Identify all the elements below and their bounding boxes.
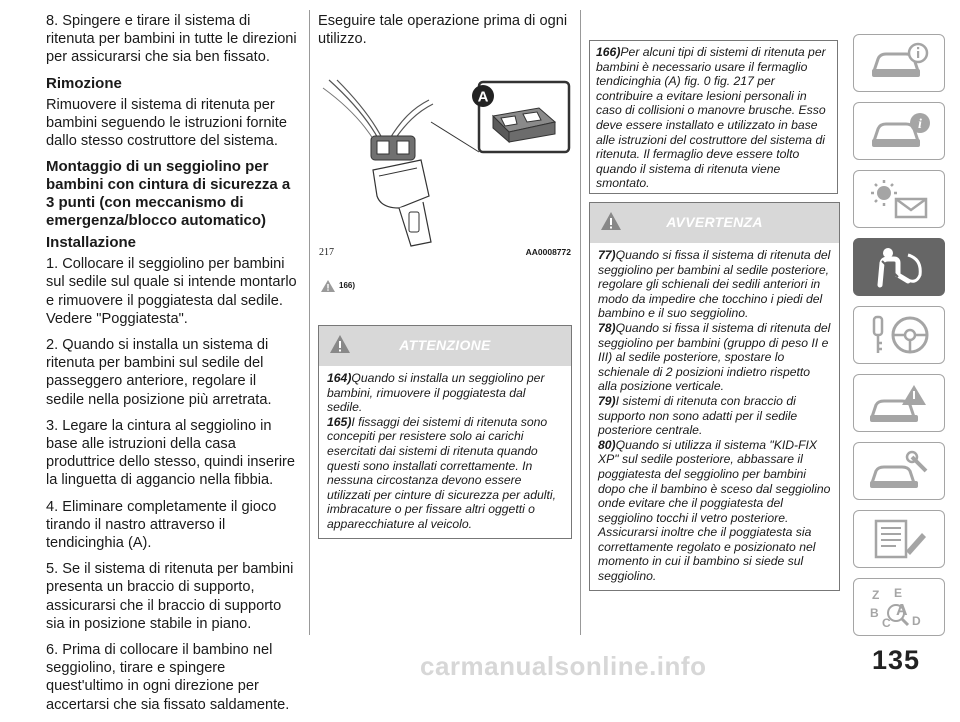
note-item bbox=[598, 248, 831, 321]
note-text: I sistemi di ritenuta con braccio di supporto non sono adatti per il sedile posteriore centrale. bbox=[598, 393, 798, 438]
svg-text:B: B bbox=[870, 606, 879, 620]
note-number: 164) bbox=[327, 371, 352, 385]
note-item bbox=[327, 371, 563, 415]
note-number: 80) bbox=[598, 437, 616, 452]
note-number: 166) bbox=[596, 45, 621, 59]
figure-caption bbox=[319, 247, 571, 258]
warning-small-icon bbox=[321, 280, 335, 292]
note-item bbox=[327, 415, 563, 532]
note-166-box bbox=[589, 40, 838, 194]
key-steering-icon bbox=[868, 313, 932, 357]
attenzione-box bbox=[318, 325, 572, 539]
chapter-tab-index[interactable] bbox=[853, 578, 945, 636]
watermark: carmanualsonline.info bbox=[420, 651, 707, 681]
chapter-tab-instruments[interactable] bbox=[853, 102, 945, 160]
chapter-tab-lights[interactable] bbox=[853, 170, 945, 228]
left-column bbox=[46, 12, 298, 722]
car-warning-icon bbox=[868, 381, 932, 425]
step-5: 5. Se il sistema di ritenuta per bambini presenta un braccio di supporto, assicurarsi che il braccio di supporto sia in posizione stabile in piano. bbox=[46, 561, 294, 632]
avvertenza-title: AVVERTENZA bbox=[666, 214, 763, 230]
figure-number: 217 bbox=[319, 247, 334, 258]
attenzione-title: ATTENZIONE bbox=[399, 337, 491, 353]
step-4: 4. Eliminare completamente il gioco tirando il nastro attraverso il tendicinghia (A). bbox=[46, 498, 277, 552]
page-number: 135 bbox=[872, 645, 921, 675]
column-divider bbox=[580, 10, 581, 635]
figure-code: AA0008772 bbox=[525, 247, 571, 257]
car-info-icon bbox=[868, 41, 932, 85]
reference-note-text: 166) bbox=[339, 281, 356, 291]
intro-text: Eseguire tale operazione prima di ogni utilizzo. bbox=[318, 13, 568, 48]
svg-text:Z: Z bbox=[872, 588, 880, 602]
chapter-tab-emergency[interactable] bbox=[853, 374, 945, 432]
middle-column bbox=[318, 12, 572, 48]
avvertenza-body bbox=[590, 243, 839, 590]
svg-text:E: E bbox=[894, 586, 903, 600]
svg-text:A: A bbox=[896, 602, 908, 619]
note-text: Quando si fissa il sistema di ritenuta del seggiolino per bambini (gruppo di peso II e III) al sedile posteriore, spostare lo schienale di 2 posizioni indietro rispetto alla posizione verticale. bbox=[598, 320, 831, 394]
figure-belt-clip bbox=[319, 78, 571, 260]
note-item bbox=[598, 394, 831, 438]
seatbelt-airbag-icon bbox=[868, 245, 932, 289]
rimozione-text: Rimuovere il sistema di ritenuta per bambini seguendo le istruzioni fornite dallo stesso costruttore del sistema. bbox=[46, 96, 287, 150]
chapter-tab-safety[interactable] bbox=[853, 238, 945, 296]
avvertenza-header bbox=[590, 203, 839, 243]
belt-clip-illustration bbox=[319, 78, 571, 260]
index-abc-icon bbox=[868, 585, 932, 629]
heading-rimozione: Rimozione bbox=[46, 74, 122, 92]
heading-montaggio: Montaggio di un seggiolino per bambini con cintura di sicurezza a 3 punti (con meccanismo di emergenza/blocco automatico) bbox=[46, 158, 291, 230]
note-item bbox=[598, 321, 831, 394]
note-text: I fissaggi dei sistemi di ritenuta sono concepiti per resistere solo ai carichi esercitati dai sistemi di ritenuta quando questi sono installati correttamente. In nessuna circostanza devono essere utilizzati per cinture di sicurezza per adulti, imbracature o per fissare altri oggetti o apparecchiature al veicolo. bbox=[327, 414, 556, 531]
note-number: 79) bbox=[598, 393, 616, 408]
note-text: Per alcuni tipi di sistemi di ritenuta per bambini è necessario usare il fermaglio tendicinghia (A) fig. 0 fig. 217 per contribuire a evitare lesioni personali in caso di collisioni o manovre brusche. Esso deve essere installato e utilizzato in base alle istruzioni del costruttore del sistema di ritenuta. Il fermaglio deve essere tolto quando il sistema di ritenuta viene smontato. bbox=[596, 45, 826, 191]
note-text: Quando si fissa il sistema di ritenuta del seggiolino per bambini al sedile posteriore, regolare gli schienali dei sedili anteriori in modo da impedire che tocchino i piedi del bambino e il suo seggiolino. bbox=[598, 248, 831, 321]
attenzione-header bbox=[319, 326, 571, 366]
car-wrench-icon bbox=[868, 449, 932, 493]
svg-text:C: C bbox=[882, 616, 891, 629]
step-1: 1. Collocare il seggiolino per bambini sul sedile sul quale si intende montarlo e rimuovere il poggiatesta dal sedile. Vedere "Poggiatesta". bbox=[46, 256, 297, 327]
step-2: 2. Quando si installa un sistema di ritenuta per bambini sul sedile del passeggero anteriore, regolare il sedile nella posizione più arretrata. bbox=[46, 337, 272, 408]
data-list-icon bbox=[868, 517, 932, 561]
step-3: 3. Legare la cintura al seggiolino in base alle istruzioni della casa produttrice dello stesso, quindi inserire la linguetta di aggancio nella fibbia. bbox=[46, 417, 296, 489]
step-6: 6. Prima di collocare il bambino nel seggiolino, tirare e spingere quest'ultimo in ogni direzione per accertarsi che sia fissato saldamente. bbox=[46, 642, 290, 713]
note-item bbox=[598, 438, 831, 584]
chapter-tab-technical-data[interactable] bbox=[853, 510, 945, 568]
note-number: 78) bbox=[598, 320, 616, 335]
reference-note bbox=[321, 280, 355, 292]
chapter-tab-car-info[interactable] bbox=[853, 34, 945, 92]
svg-text:i: i bbox=[918, 117, 922, 132]
column-divider bbox=[309, 10, 310, 635]
figure-label-a: A bbox=[477, 88, 489, 106]
note-number: 77) bbox=[598, 248, 616, 262]
chapter-tab-starting[interactable] bbox=[853, 306, 945, 364]
chapter-tab-maintenance[interactable] bbox=[853, 442, 945, 500]
avvertenza-box bbox=[589, 202, 840, 591]
note-text: Quando si utilizza il sistema "KID-FIX XP" sul sedile posteriore, abbassare il poggiatesta del seggiolino per bambini dopo che il bambino è sceso dal seggiolino onde evitare che il poggiatesta del seggiolino tocchi il vetro posteriore. Assicurarsi inoltre che il poggiatesta sia correttamente regolato e posizionato nel momento in cui il bambino si siede sul seggiolino. bbox=[598, 437, 831, 584]
note-number: 165) bbox=[327, 414, 352, 429]
note-text: Quando si installa un seggiolino per bambini, rimuovere il poggiatesta dal sedile. bbox=[327, 371, 545, 415]
svg-text:D: D bbox=[912, 614, 921, 628]
attenzione-body bbox=[319, 366, 571, 538]
heading-installazione: Installazione bbox=[46, 234, 137, 252]
chapter-sidebar bbox=[853, 34, 945, 644]
lights-mail-icon bbox=[868, 177, 932, 221]
car-info-circle-icon bbox=[868, 109, 932, 153]
step-8: 8. Spingere e tirare il sistema di ritenuta per bambini in tutte le direzioni per assicurarsi che sia ben fissato. bbox=[46, 13, 297, 66]
